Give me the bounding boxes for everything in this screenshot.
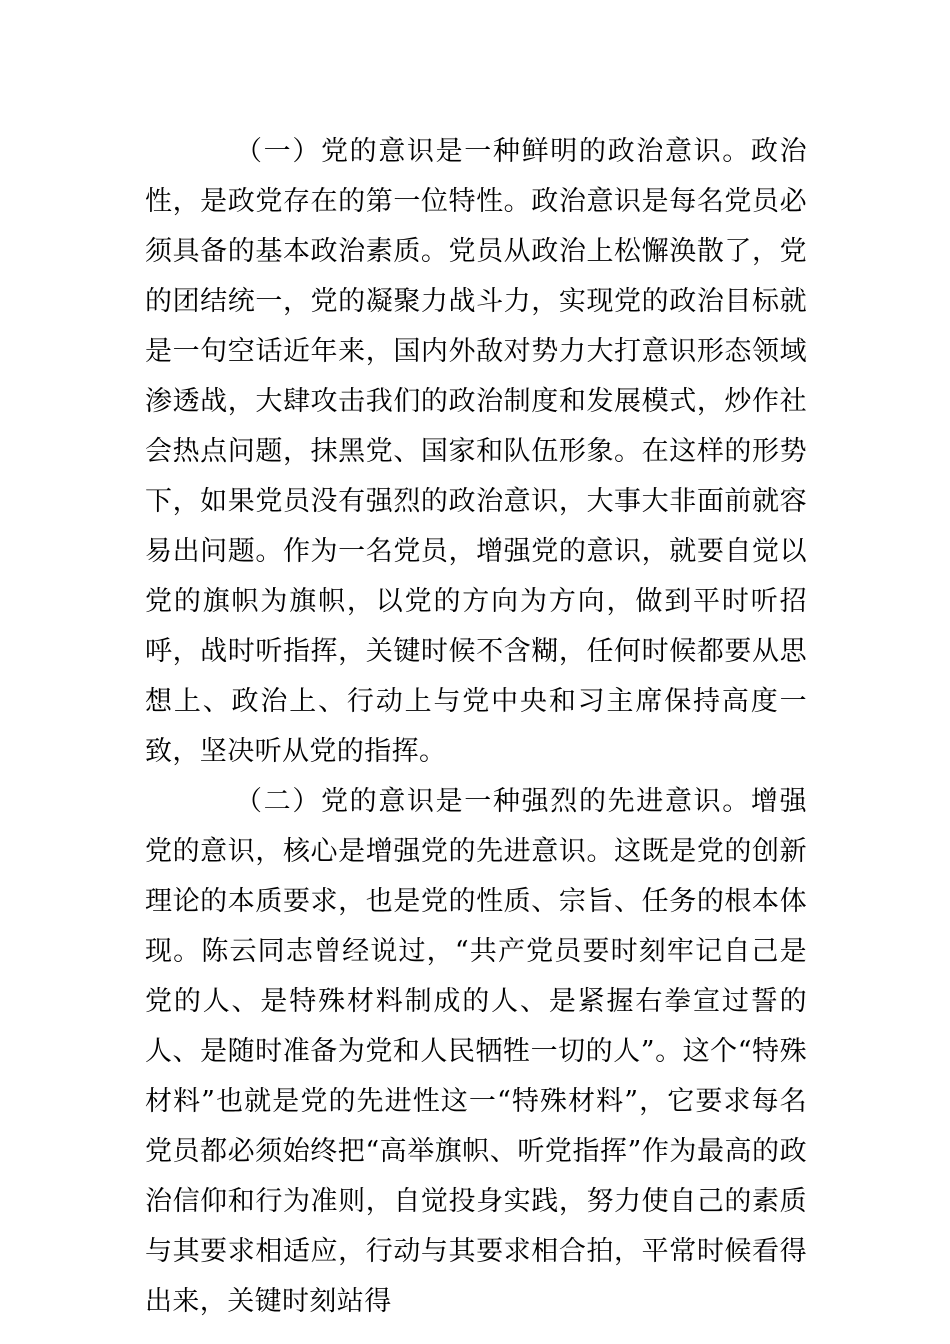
paragraph-political-awareness: （一）党的意识是一种鲜明的政治意识。政治性，是政党存在的第一位特性。政治意识是每名党员必须具备的基本政治素质。党员从政治上松懈涣散了，党的团结统一，党的凝聚力战斗力，实现党的政治目标就是一句空话近年来，国内外敌对势力大打意识形态领域渗透战，大肆攻击我们的政治制度和发展模式，炒作社会热点问题，抹黑党、国家和队伍形象。在这样的形势下，如果党员没有强烈的政治意识，大事大非面前就容易出问题。作为一名党员，增强党的意识，就要自觉以党的旗帜为旗帜，以党的方向为方向，做到平时听招呼，战时听指挥，关键时候不含糊，任何时候都要从思想上、政治上、行动上与党中央和习主席保持高度一致，坚决听从党的指挥。	[145, 136, 807, 767]
document-body	[145, 127, 807, 1327]
paragraph-advanced-awareness: （二）党的意识是一种强烈的先进意识。增强党的意识，核心是增强党的先进意识。这既是党的创新理论的本质要求，也是党的性质、宗旨、任务的根本体现。陈云同志曾经说过，“共产党员要时刻牢记自己是党的人、是特殊材料制成的人、是紧握右拳宣过誓的人、是随时准备为党和人民牺牲一切的人”。这个“特殊材料”也就是党的先进性这一“特殊材料”，它要求每名党员都必须始终把“高举旗帜、听党指挥”作为最高的政治信仰和行为准则，自觉投身实践，努力使自己的素质与其要求相适应，行动与其要求相合拍，平常时候看得出来，关键时刻站得	[145, 786, 807, 1317]
